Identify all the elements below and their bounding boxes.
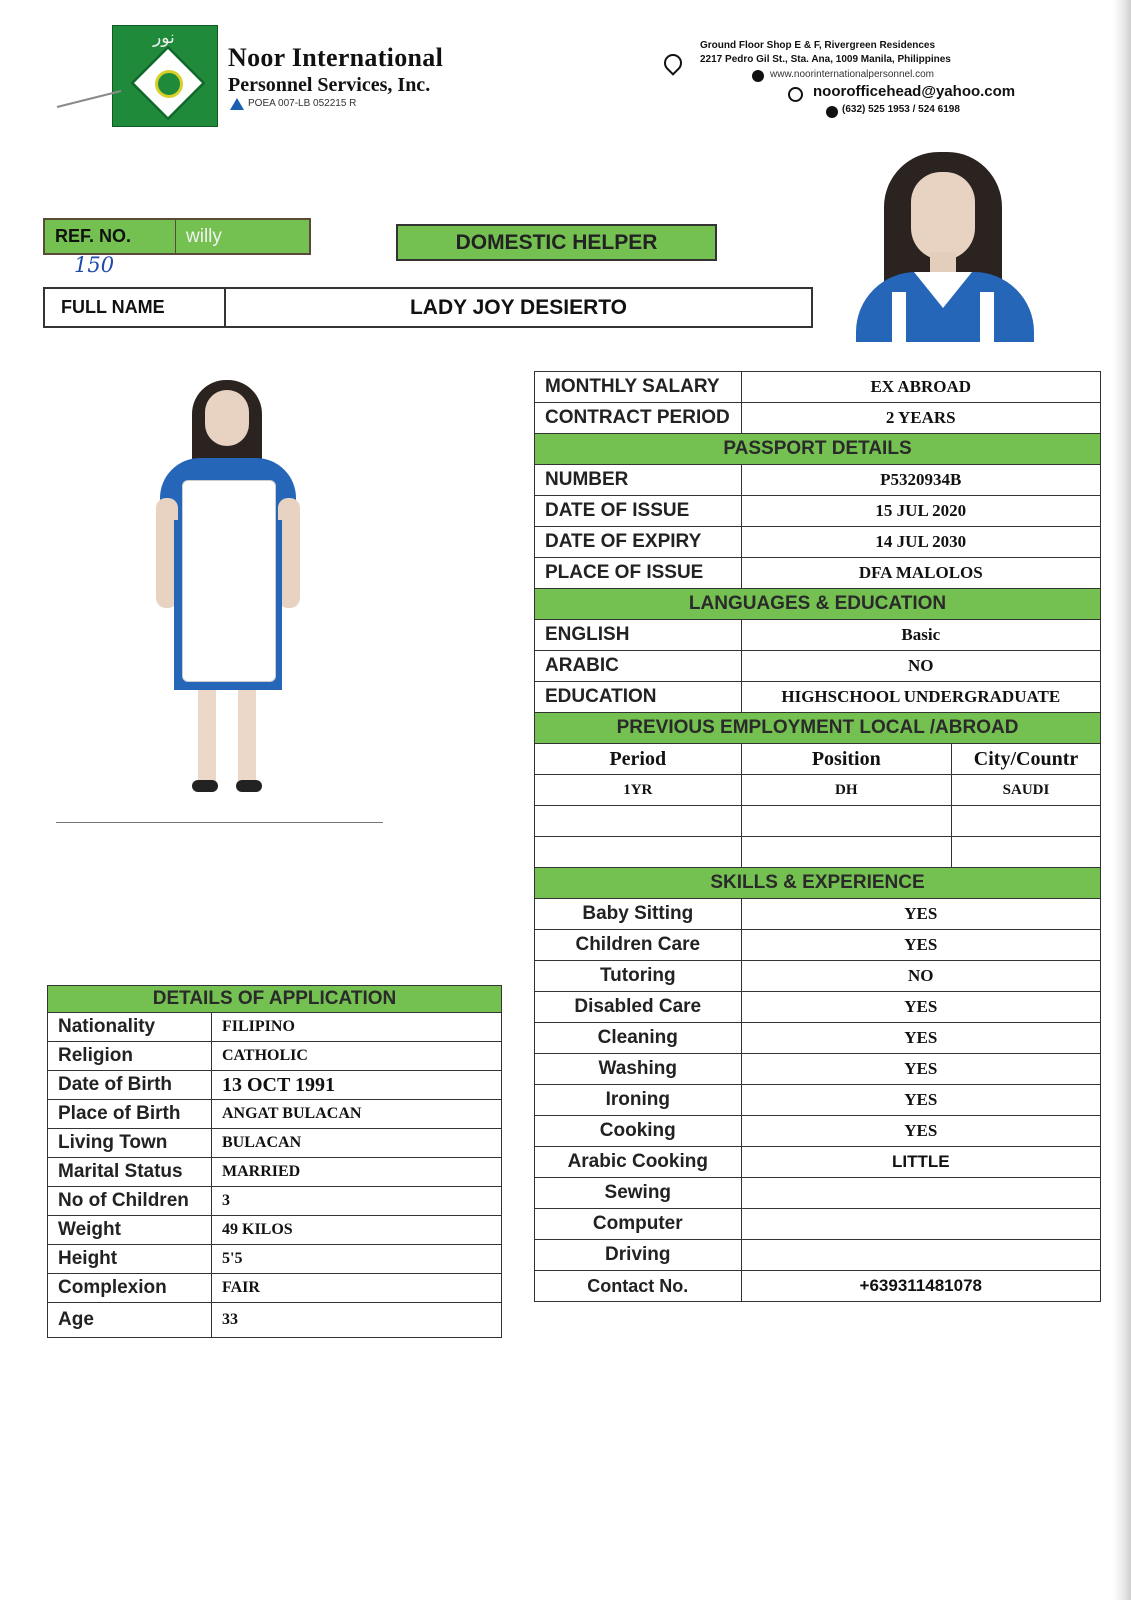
employment-period [535, 837, 742, 868]
company-logo [112, 25, 218, 127]
languages-section-header: LANGUAGES & EDUCATION [535, 589, 1101, 620]
job-title: DOMESTIC HELPER [396, 224, 717, 261]
education-label: EDUCATION [535, 682, 742, 713]
table-row [535, 496, 1101, 527]
skill-value: LITTLE [741, 1147, 1100, 1178]
arabic-label: ARABIC [535, 651, 742, 682]
skill-row [535, 1209, 1101, 1240]
skill-row [535, 1240, 1101, 1271]
skill-row [535, 1023, 1101, 1054]
monthly-salary-value: EX ABROAD [741, 372, 1100, 403]
skill-row [535, 992, 1101, 1023]
passport-number-label: NUMBER [535, 465, 742, 496]
table-row [535, 372, 1101, 403]
full-body-photo [138, 380, 318, 810]
table-row [535, 527, 1101, 558]
skill-label: Children Care [535, 930, 742, 961]
app-value: 5'5 [212, 1245, 502, 1274]
skill-value: YES [741, 930, 1100, 961]
address-line2: 2217 Pedro Gil St., Sta. Ana, 1009 Manila, Philippines [700, 54, 951, 65]
english-value: Basic [741, 620, 1100, 651]
location-pin-icon [660, 50, 685, 75]
app-value: 49 KILOS [212, 1216, 502, 1245]
full-name-row [43, 287, 813, 328]
phone-icon [826, 106, 838, 118]
skill-value [741, 1240, 1100, 1271]
arabic-value: NO [741, 651, 1100, 682]
skill-value: YES [741, 1085, 1100, 1116]
logo-emblem-center-icon [155, 70, 183, 98]
table-row [535, 682, 1101, 713]
english-label: ENGLISH [535, 620, 742, 651]
skill-label: Sewing [535, 1178, 742, 1209]
employment-section-header: PREVIOUS EMPLOYMENT LOCAL /ABROAD [535, 713, 1101, 744]
table-row [535, 775, 1101, 806]
skill-row [535, 1178, 1101, 1209]
website: www.noorinternationalpersonnel.com [770, 69, 934, 80]
globe-icon [752, 70, 764, 82]
skill-label: Cleaning [535, 1023, 742, 1054]
table-row [48, 1071, 502, 1100]
table-row [535, 837, 1101, 868]
skill-label: Arabic Cooking [535, 1147, 742, 1178]
place-of-issue-label: PLACE OF ISSUE [535, 558, 742, 589]
table-row [535, 620, 1101, 651]
app-label: Date of Birth [48, 1071, 212, 1100]
app-label: Weight [48, 1216, 212, 1245]
table-row [48, 1245, 502, 1274]
portrait-photo [856, 152, 1034, 342]
app-value: FILIPINO [212, 1013, 502, 1042]
skill-row [535, 1116, 1101, 1147]
table-row [48, 1187, 502, 1216]
app-value: 13 OCT 1991 [212, 1071, 502, 1100]
company-name: Noor International [228, 43, 444, 72]
app-label: Place of Birth [48, 1100, 212, 1129]
phone-numbers: (632) 525 1953 / 524 6198 [842, 104, 960, 115]
date-of-expiry-label: DATE OF EXPIRY [535, 527, 742, 558]
application-table [47, 985, 502, 1338]
contract-period-value: 2 YEARS [741, 403, 1100, 434]
page-edge-shadow [1113, 0, 1131, 1600]
monthly-salary-label: MONTHLY SALARY [535, 372, 742, 403]
company-name-line2: Personnel Services, Inc. [228, 74, 431, 96]
table-row [48, 1129, 502, 1158]
address-line1: Ground Floor Shop E & F, Rivergreen Residences [700, 40, 936, 51]
contact-value: +639311481078 [741, 1271, 1100, 1302]
handwritten-number: 150 [74, 253, 115, 277]
skill-value: NO [741, 961, 1100, 992]
skill-label: Baby Sitting [535, 899, 742, 930]
table-row [48, 1042, 502, 1071]
skill-row [535, 1085, 1101, 1116]
app-label: Living Town [48, 1129, 212, 1158]
contract-period-label: CONTRACT PERIOD [535, 403, 742, 434]
table-row [48, 1100, 502, 1129]
skill-row [535, 930, 1101, 961]
table-row [48, 1216, 502, 1245]
app-value: ANGAT BULACAN [212, 1100, 502, 1129]
full-name-label: FULL NAME [45, 289, 226, 326]
app-value: MARRIED [212, 1158, 502, 1187]
app-value: BULACAN [212, 1129, 502, 1158]
skill-label: Disabled Care [535, 992, 742, 1023]
app-label: Marital Status [48, 1158, 212, 1187]
app-value: 3 [212, 1187, 502, 1216]
skill-label: Washing [535, 1054, 742, 1085]
skill-value: YES [741, 1054, 1100, 1085]
passport-number-value: P5320934B [741, 465, 1100, 496]
skill-label: Ironing [535, 1085, 742, 1116]
table-row [48, 1274, 502, 1303]
app-value: CATHOLIC [212, 1042, 502, 1071]
education-value: HIGHSCHOOL UNDERGRADUATE [741, 682, 1100, 713]
ref-no-box [43, 218, 311, 255]
skill-label: Driving [535, 1240, 742, 1271]
poea-license: POEA 007-LB 052215 R [248, 98, 357, 109]
table-row [48, 1013, 502, 1042]
app-label: Religion [48, 1042, 212, 1071]
contact-row [535, 1271, 1101, 1302]
contact-label: Contact No. [535, 1271, 742, 1302]
skill-value: YES [741, 992, 1100, 1023]
table-row [48, 1303, 502, 1338]
employment-city [952, 806, 1101, 837]
table-row [535, 403, 1101, 434]
skill-value [741, 1178, 1100, 1209]
application-section-header: DETAILS OF APPLICATION [48, 986, 502, 1013]
employment-city [952, 837, 1101, 868]
date-of-expiry-value: 14 JUL 2030 [741, 527, 1100, 558]
photo-divider [56, 822, 383, 823]
skill-label: Computer [535, 1209, 742, 1240]
details-table [534, 371, 1101, 1302]
date-of-issue-label: DATE OF ISSUE [535, 496, 742, 527]
passport-section-header: PASSPORT DETAILS [535, 434, 1101, 465]
skill-row [535, 1054, 1101, 1085]
employment-header-row [535, 744, 1101, 775]
table-row [535, 806, 1101, 837]
logo-arabic-text: نور [153, 28, 175, 48]
ref-no-value: willy [186, 225, 222, 247]
skill-row [535, 899, 1101, 930]
ref-no-label: REF. NO. [45, 220, 176, 253]
employment-header-city: City/Countr [952, 744, 1101, 775]
app-label: Age [48, 1303, 212, 1338]
table-row [535, 465, 1101, 496]
app-label: No of Children [48, 1187, 212, 1216]
poea-triangle-icon [230, 98, 244, 110]
skill-value: YES [741, 1116, 1100, 1147]
employment-position [741, 837, 951, 868]
email-address: noorofficehead@yahoo.com [813, 83, 1016, 100]
date-of-issue-value: 15 JUL 2020 [741, 496, 1100, 527]
employment-city: SAUDI [952, 775, 1101, 806]
table-row [535, 651, 1101, 682]
app-label: Nationality [48, 1013, 212, 1042]
table-row [535, 558, 1101, 589]
skills-section-header: SKILLS & EXPERIENCE [535, 868, 1101, 899]
employment-period: 1YR [535, 775, 742, 806]
app-label: Height [48, 1245, 212, 1274]
employment-period [535, 806, 742, 837]
table-row [48, 1158, 502, 1187]
app-value: 33 [212, 1303, 502, 1338]
employment-position [741, 806, 951, 837]
skill-label: Tutoring [535, 961, 742, 992]
full-name-value: LADY JOY DESIERTO [409, 295, 628, 319]
skill-value: YES [741, 1023, 1100, 1054]
employment-header-period: Period [535, 744, 742, 775]
app-label: Complexion [48, 1274, 212, 1303]
app-value: FAIR [212, 1274, 502, 1303]
skill-label: Cooking [535, 1116, 742, 1147]
skill-row [535, 1147, 1101, 1178]
skill-row [535, 961, 1101, 992]
employment-position: DH [741, 775, 951, 806]
employment-header-position: Position [741, 744, 951, 775]
skill-value: YES [741, 899, 1100, 930]
skill-value [741, 1209, 1100, 1240]
place-of-issue-value: DFA MALOLOS [741, 558, 1100, 589]
email-icon [788, 87, 803, 102]
